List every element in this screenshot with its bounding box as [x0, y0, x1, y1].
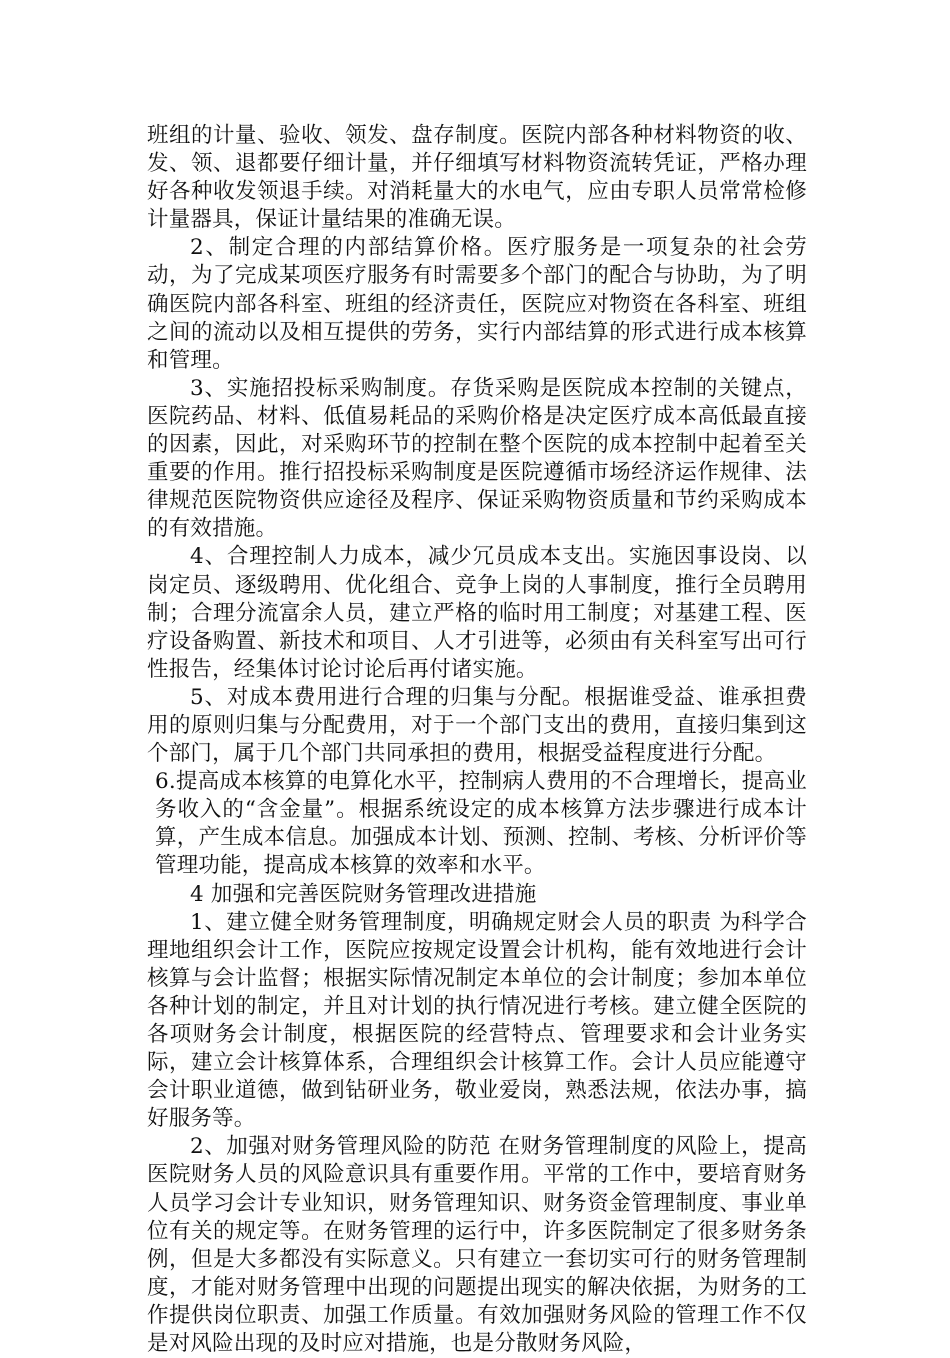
section-heading: 4 加强和完善医院财务管理改进措施 [190, 881, 537, 907]
paragraph-section-item-2: 2、加强对财务管理风险的防范 在财务管理制度的风险上，提高医院财务人员的风险意识具有重要作用。平常的工作中，要培育财务人员学习会计专业知识，财务管理知识、财务资金管理制度、事业单位有关的规定等。在财务管理的运行中，许多医院制定了很多财务条例，但是大多都没有实际意义。只有建立一套切实可行的财务管理制度，才能对财务管理中出现的问题提出现实的解决依据，为财务的工作提供岗位职责、加强工作质量。有效加强财务风险的管理工作不仅是对风险出现的及时应对措施，也是分散财务风险， [147, 1134, 807, 1357]
paragraph-item-4: 4、合理控制人力成本，减少冗员成本支出。实施因事设岗、以岗定员、逐级聘用、优化组合、竞争上岗的人事制度，推行全员聘用制；合理分流富余人员，建立严格的临时用工制度；对基建工程、医疗设备购置、新技术和项目、人才引进等，必须由有关科室写出可行性报告，经集体讨论讨论后再付诸实施。 [147, 544, 807, 682]
document-page [147, 122, 807, 1358]
paragraph-item-3: 3、实施招投标采购制度。存货采购是医院成本控制的关键点，医院药品、材料、低值易耗品的采购价格是决定医疗成本高低最直接的因素，因此，对采购环节的控制在整个医院的成本控制中起着至关重要的作用。推行招投标采购制度是医院遵循市场经济运作规律、法律规范医院物资供应途径及程序、保证采购物资质量和节约采购成本的有效措施。 [147, 375, 807, 542]
paragraph-item-6: 6.提高成本核算的电算化水平，控制病人费用的不合理增长，提高业务收入的“含金量”。根据系统设定的成本核算方法步骤进行成本计算，产生成本信息。加强成本计划、预测、控制、考核、分析评价等管理功能，提高成本核算的效率和水平。 [155, 769, 807, 879]
paragraph-section-item-1: 1、建立健全财务管理制度，明确规定财会人员的职责 为科学合理地组织会计工作，医院应按规定设置会计机构，能有效地进行会计核算与会计监督；根据实际情况制定本单位的会计制度；参加本单位各种计划的制定，并且对计划的执行情况进行考核。建立健全医院的各项财务会计制度，根据医院的经营特点、管理要求和会计业务实际，建立会计核算体系，合理组织会计核算工作。会计人员应能遵守会计职业道德，做到钻研业务，敬业爱岗，熟悉法规，依法办事，搞好服务等。 [147, 909, 807, 1132]
paragraph-continuation: 班组的计量、验收、领发、盘存制度。医院内部各种材料物资的收、发、领、退都要仔细计量，并仔细填写材料物资流转凭证，严格办理好各种收发领退手续。对消耗量大的水电气，应由专职人员常常检修计量器具，保证计量结果的准确无误。 [147, 123, 807, 233]
paragraph-item-5: 5、对成本费用进行合理的归集与分配。根据谁受益、谁承担费用的原则归集与分配费用，对于一个部门支出的费用，直接归集到这个部门，属于几个部门共同承担的费用，根据受益程度进行分配。 [147, 684, 807, 767]
paragraph-item-2: 2、制定合理的内部结算价格。医疗服务是一项复杂的社会劳动，为了完成某项医疗服务有时需要多个部门的配合与协助，为了明确医院内部各科室、班组的经济责任，医院应对物资在各科室、班组之间的流动以及相互提供的劳务，实行内部结算的形式进行成本核算和管理。 [147, 235, 807, 373]
